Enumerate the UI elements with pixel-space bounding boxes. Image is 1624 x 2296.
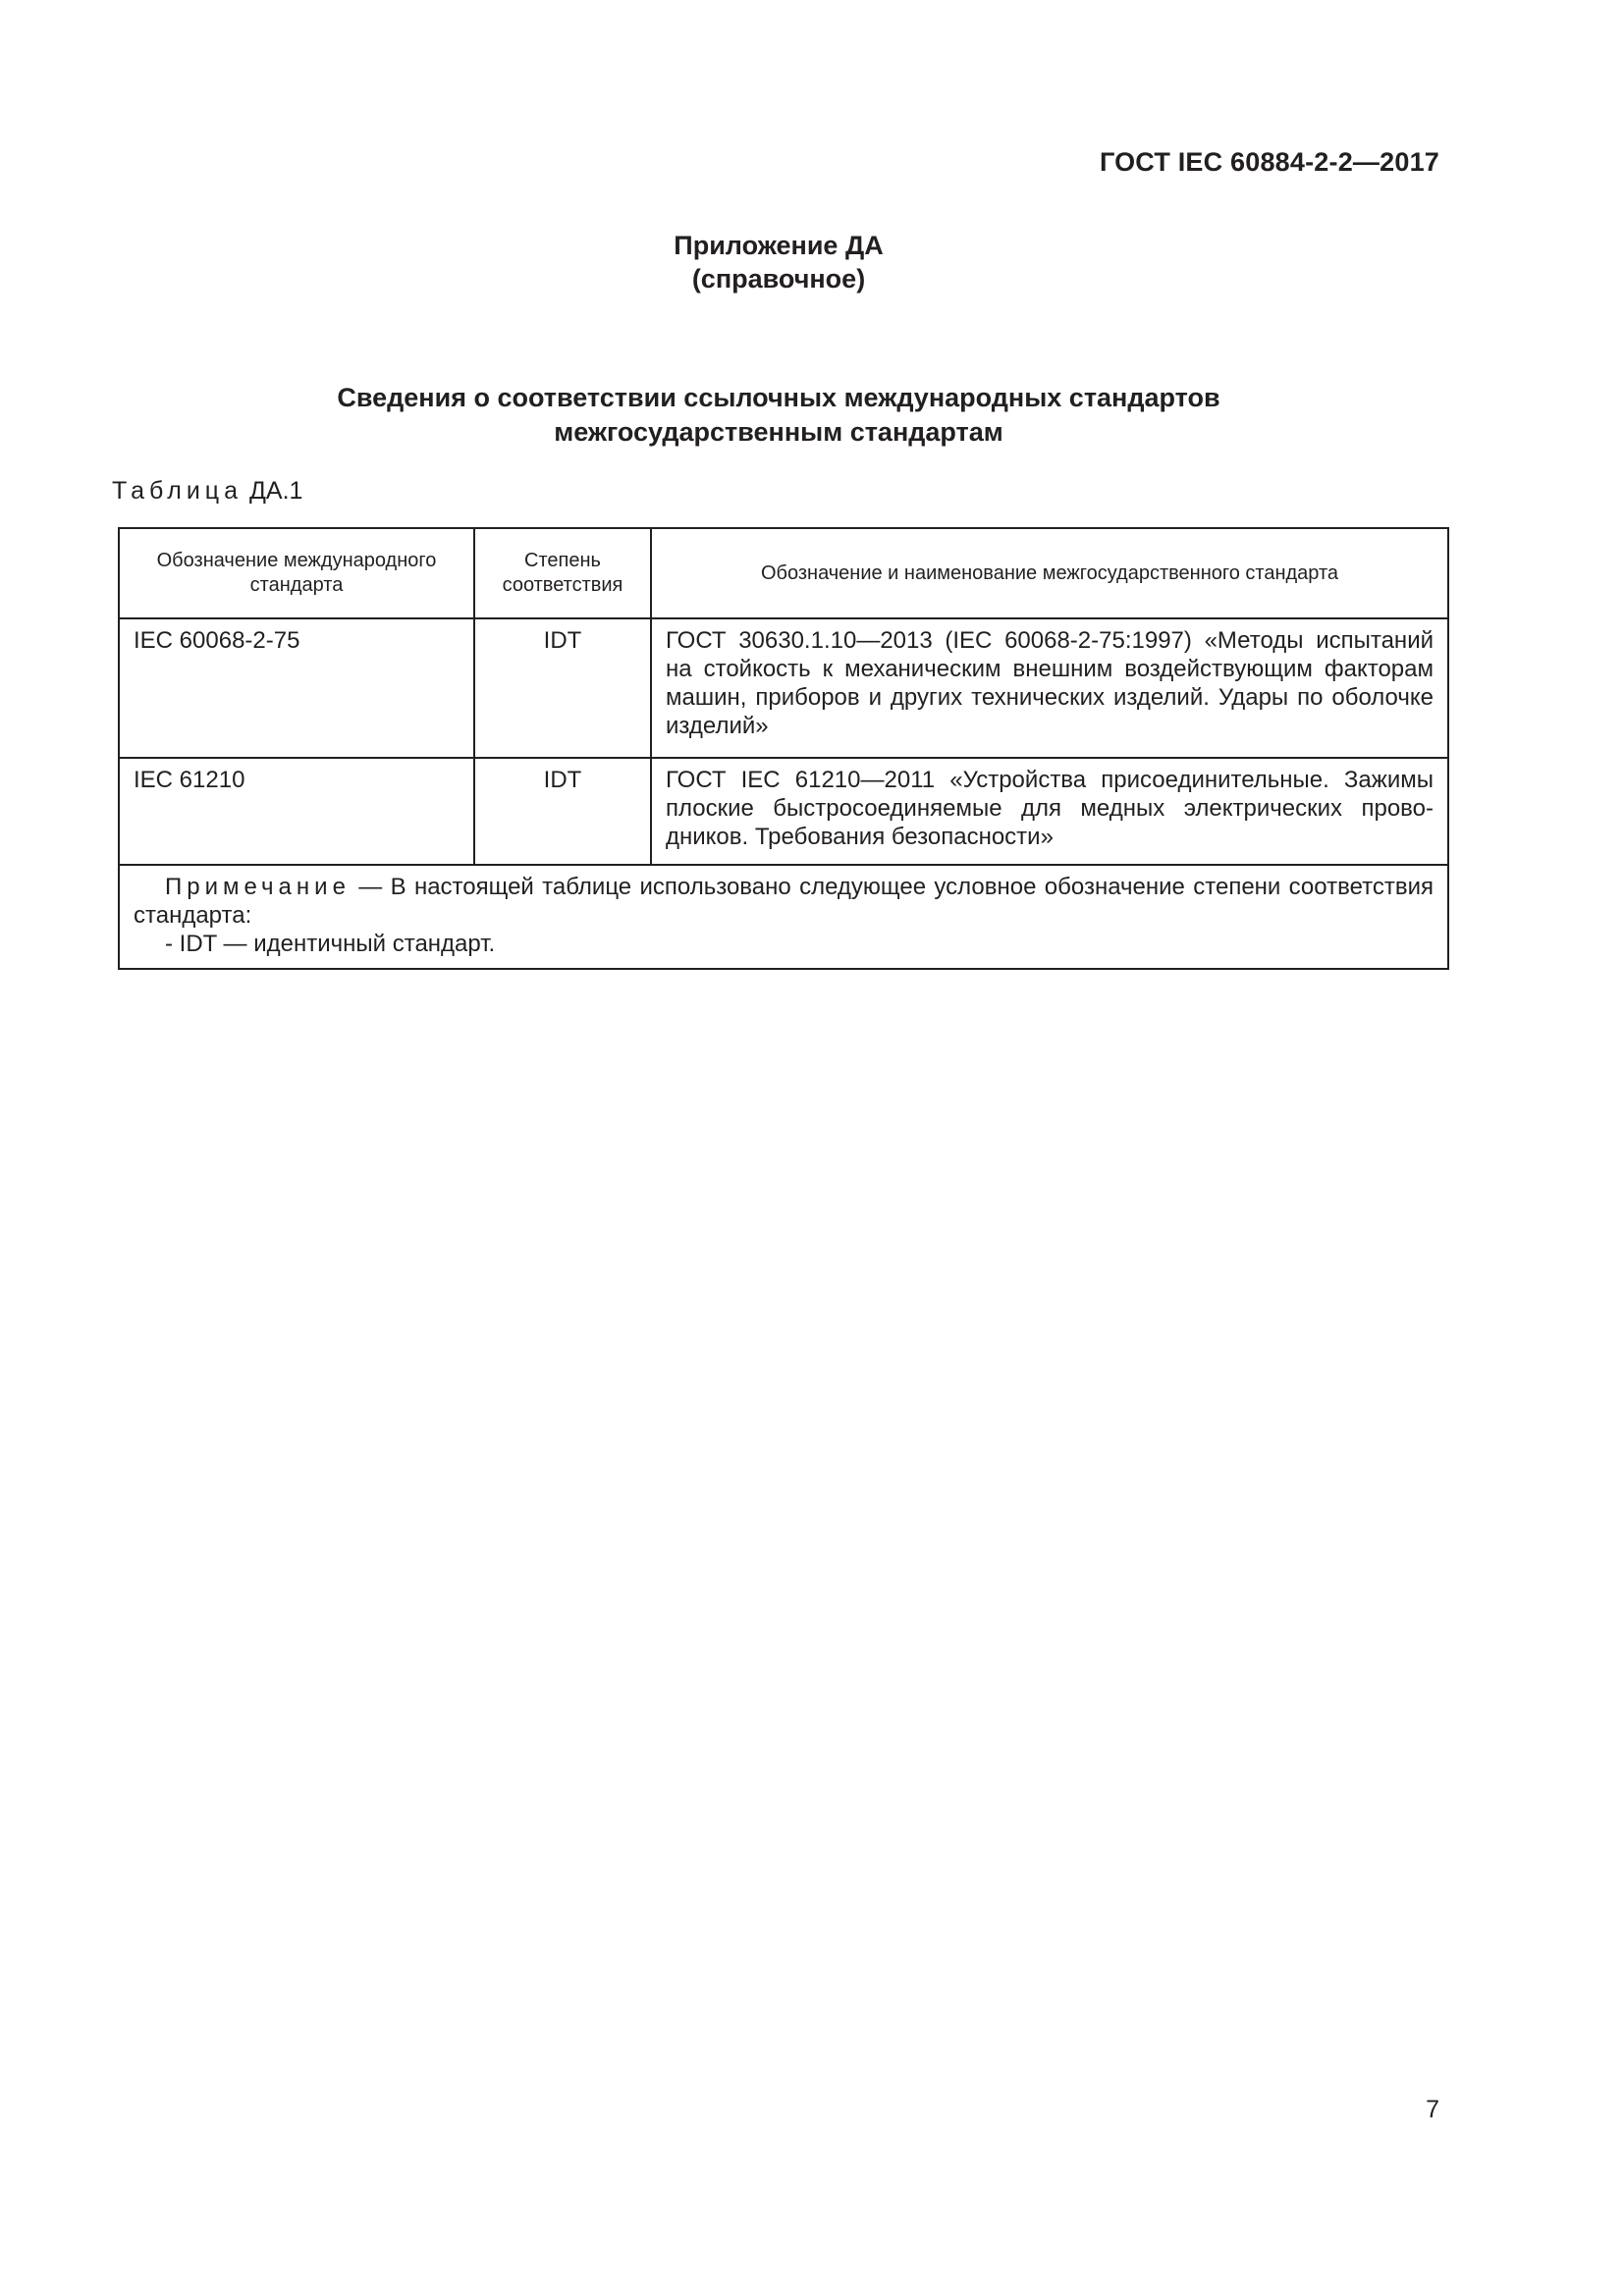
cell-interstate-name: ГОСТ 30630.1.10—2013 (IEC 60068-2-75:1997) «Методы испытаний на стойкость к механическим внешним воздействующим факторам машин, приборов и других технических изделий. Удары по оболочке изделий» xyxy=(651,618,1448,758)
section-title-line-2: межгосударственным стандартам xyxy=(554,417,1003,447)
section-title-line-1: Сведения о соответствии ссылочных международных стандартов xyxy=(337,383,1220,412)
note-label: Примечание xyxy=(165,874,351,900)
table-header-row xyxy=(119,528,1448,618)
table-caption xyxy=(112,477,302,506)
table-caption-id: ДА.1 xyxy=(248,477,303,505)
note-text: — В настоящей таблице использовано следующее условное обозначение степени соответствия стандарта: xyxy=(134,874,1434,929)
cell-degree: IDT xyxy=(474,758,651,865)
table-note xyxy=(119,865,1448,969)
section-title xyxy=(0,381,1557,450)
standards-table xyxy=(118,527,1449,970)
note-item: - IDT — идентичный стандарт. xyxy=(165,931,496,957)
header-interstate-name: Обозначение и наименование межгосударственного стандарта xyxy=(651,528,1448,618)
header-degree: Степень соответствия xyxy=(474,528,651,618)
table-caption-word: Таблица xyxy=(112,477,244,505)
page-number: 7 xyxy=(1426,2096,1439,2123)
header-international-code: Обозначение международного стандарта xyxy=(119,528,474,618)
table-note-row xyxy=(119,865,1448,969)
cell-international-code: IEC 60068-2-75 xyxy=(119,618,474,758)
appendix-heading xyxy=(0,229,1557,295)
table-row xyxy=(119,618,1448,758)
appendix-subtitle: (справочное) xyxy=(691,264,866,294)
cell-international-code: IEC 61210 xyxy=(119,758,474,865)
cell-interstate-name: ГОСТ IEC 61210—2011 «Устройства присоединительные. Зажимы плоские быстросоединяемые для медных электрических проводников. Требования безопасности» xyxy=(651,758,1448,865)
appendix-title: Приложение ДА xyxy=(674,231,884,260)
cell-degree: IDT xyxy=(474,618,651,758)
document-header: ГОСТ IEC 60884-2-2—2017 xyxy=(1099,147,1439,177)
table-row xyxy=(119,758,1448,865)
